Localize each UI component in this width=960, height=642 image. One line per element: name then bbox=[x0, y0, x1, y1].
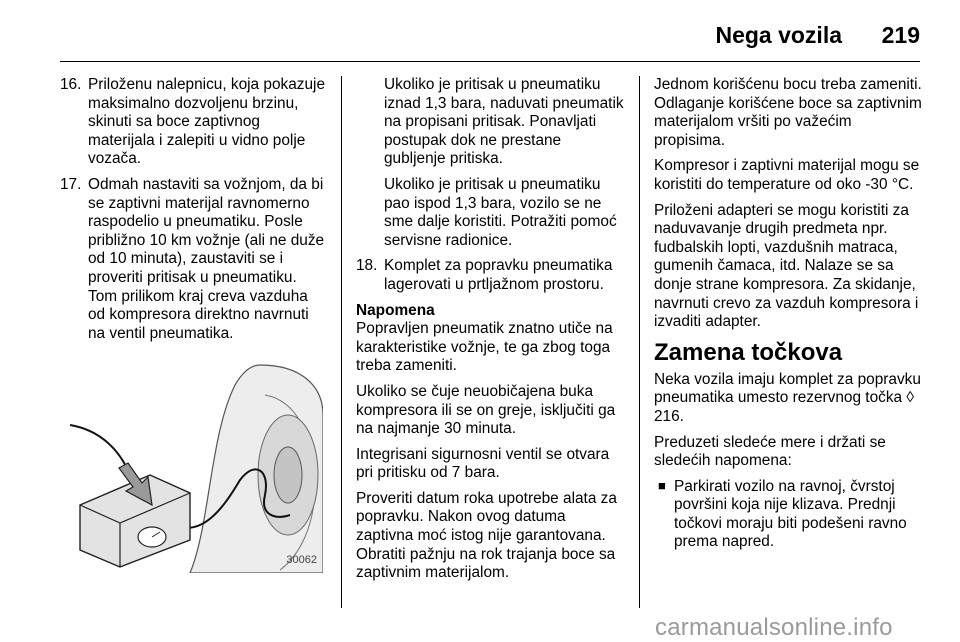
page-header bbox=[0, 0, 960, 62]
note-paragraph: Integrisani sigurnosni ventil se otvara pri pritisku od 7 bara. bbox=[356, 445, 610, 482]
column-2 bbox=[356, 76, 624, 590]
paragraph: Preduzeti sledeće mere i držati se sledećih napomena: bbox=[654, 433, 886, 470]
item-number: 18. bbox=[356, 257, 378, 275]
header-rule bbox=[60, 61, 920, 62]
column-1 bbox=[60, 76, 325, 573]
list-item-16 bbox=[60, 76, 325, 169]
note-paragraph: Ukoliko se čuje neuobičajena buka kompresora ili se on greje, isključiti ga na najmanje 30 minuta. bbox=[356, 382, 616, 438]
bullet-text: Parkirati vozilo na ravnoj, čvrstoj površini koja nije klizava. Prednji točkovi moraju biti podešeni ravno prema napred. bbox=[674, 477, 907, 551]
paragraph: Kompresor i zaptivni materijal mogu se koristiti do temperature od oko -30 °C. bbox=[654, 157, 920, 193]
bullet-item bbox=[654, 478, 924, 552]
compressor-illustration bbox=[60, 355, 323, 573]
column-divider-1 bbox=[341, 76, 342, 608]
note-paragraph: Proveriti datum roka upotrebe alata za popravku. Nakon ovog datuma zaptivna moć istog nije garantovana. Obratiti pažnju na rok trajanja boce sa zaptivnim materijalom. bbox=[356, 489, 617, 582]
paragraph: Neka vozila imaju komplet za popravku pneumatika umesto rezervnog točka ◊ 216. bbox=[654, 370, 921, 425]
paragraph: Ukoliko je pritisak u pneumatiku pao ispod 1,3 bara, vozilo se ne sme dalje koristiti. Potražiti pomoć servisne radionice. bbox=[384, 175, 617, 249]
list-item-17 bbox=[60, 176, 325, 343]
compressor-drawing bbox=[60, 355, 323, 573]
list-item-18 bbox=[356, 257, 624, 294]
bullet-square-icon: ■ bbox=[658, 477, 666, 493]
column-divider-2 bbox=[639, 76, 640, 608]
note-title: Napomena bbox=[356, 301, 435, 319]
figure-code: 30062 bbox=[286, 553, 317, 566]
paragraph: Jednom korišćenu bocu treba zameniti. Odlaganje korišćene boce sa zaptivnim materijalom vršiti po važećim propisima. bbox=[654, 76, 922, 149]
column-3 bbox=[654, 76, 924, 552]
item-text: Priloženu nalepnicu, koja pokazuje maksimalno dozvoljenu brzinu, skinuti sa boce zaptivnog materijala i zalepiti u vidno polje vozača. bbox=[88, 76, 325, 168]
item-number: 17. bbox=[60, 175, 82, 193]
paragraph: Ukoliko je pritisak u pneumatiku iznad 1,3 bara, naduvati pneumatik na propisani pritisak. Ponavljati postupak dok ne prestane gubljenje pritiska. bbox=[384, 76, 624, 168]
item-number: 16. bbox=[60, 76, 82, 93]
page-number: 219 bbox=[881, 22, 920, 48]
note-paragraph: Popravljen pneumatik znatno utiče na karakteristike vožnje, te ga zbog toga treba zameniti. bbox=[356, 320, 613, 375]
page-title: Nega vozila bbox=[715, 22, 842, 48]
section-heading: Zamena točkova bbox=[654, 338, 843, 366]
item-text: Odmah nastaviti sa vožnjom, da bi se zaptivni materijal ravnomerno raspodelio u pneumatiku. Posle približno 10 km vožnje (ali ne duže od 10 minuta), zaustaviti se i proveriti pritisak u pneumatiku. Tom prilikom kraj creva vazduha od kompresora direktno navrnuti na ventil pneumatika. bbox=[88, 175, 325, 342]
paragraph: Priloženi adapteri se mogu koristiti za naduvavanje drugih predmeta npr. fudbalskih lopti, vazdušnih matraca, gumenih čamaca, itd. Nalaze se sa donje strane kompresora. Za skidanje, navrnuti crevo za vazduh kompresora i izvaditi adapter. bbox=[654, 201, 919, 331]
watermark[interactable]: carmanualsonline.info bbox=[655, 614, 893, 641]
item-text: Komplet za popravku pneumatika lagerovati u prtljažnom prostoru. bbox=[384, 257, 613, 293]
